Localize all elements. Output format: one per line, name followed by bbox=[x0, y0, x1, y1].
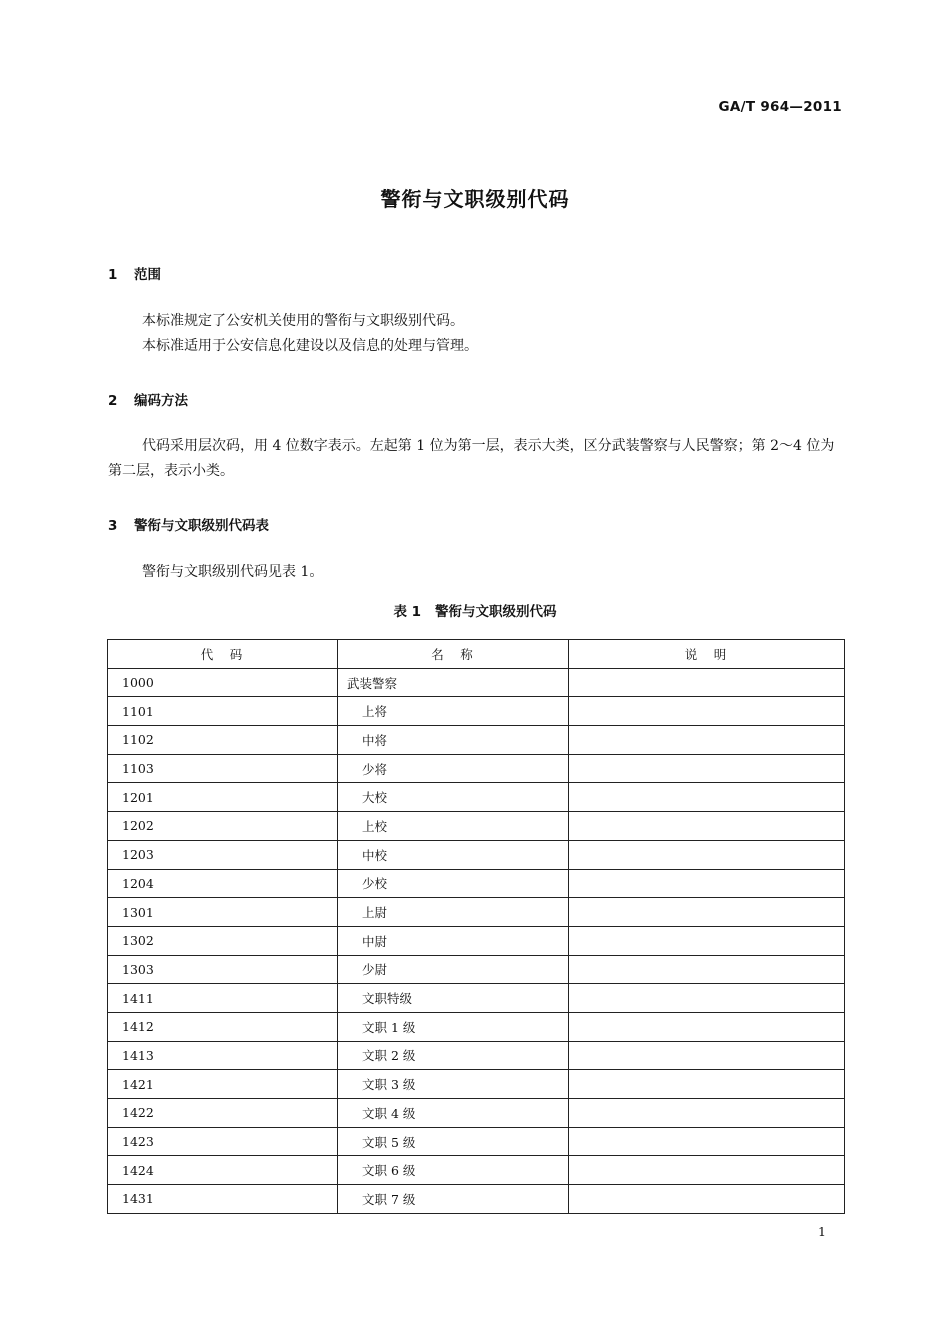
table-caption-title: 警衔与文职级别代码 bbox=[435, 604, 557, 620]
table-row bbox=[108, 783, 845, 812]
code-cell: 1413 bbox=[108, 1041, 338, 1070]
table-row bbox=[108, 1127, 845, 1156]
code-cell: 1422 bbox=[108, 1099, 338, 1128]
code-cell: 1411 bbox=[108, 984, 338, 1013]
section-number: 2 bbox=[108, 393, 118, 409]
code-cell: 1102 bbox=[108, 726, 338, 755]
code-cell: 1301 bbox=[108, 898, 338, 927]
code-cell: 1412 bbox=[108, 1012, 338, 1041]
table-row bbox=[108, 926, 845, 955]
name-cell: 少将 bbox=[338, 754, 569, 783]
note-cell bbox=[569, 812, 845, 841]
section-3-paragraph-1: 警衔与文职级别代码见表 1。 bbox=[142, 564, 324, 580]
note-cell bbox=[569, 1012, 845, 1041]
document-title: 警衔与文职级别代码 bbox=[380, 187, 570, 211]
table-caption-label: 表 1 bbox=[393, 604, 422, 620]
note-cell bbox=[569, 955, 845, 984]
table-row bbox=[108, 984, 845, 1013]
name-cell: 武装警察 bbox=[338, 668, 569, 697]
table-row bbox=[108, 840, 845, 869]
code-cell: 1424 bbox=[108, 1156, 338, 1185]
name-cell: 中校 bbox=[338, 840, 569, 869]
column-header-name: 名 称 bbox=[338, 640, 569, 669]
name-cell: 文职 6 级 bbox=[338, 1156, 569, 1185]
note-cell bbox=[569, 1041, 845, 1070]
code-cell: 1103 bbox=[108, 754, 338, 783]
note-cell bbox=[569, 668, 845, 697]
section-3-heading bbox=[108, 514, 269, 534]
section-1-paragraph-1: 本标准规定了公安机关使用的警衔与文职级别代码。 bbox=[142, 313, 464, 329]
section-2-paragraph-1: 代码采用层次码，用 4 位数字表示。左起第 1 位为第一层，表示大类，区分武装警察与人民警察；第 2～4 位为第二层，表示小类。 bbox=[108, 438, 835, 479]
code-cell: 1101 bbox=[108, 697, 338, 726]
section-title: 编码方法 bbox=[134, 393, 188, 409]
table-row bbox=[108, 1185, 845, 1214]
table-row bbox=[108, 812, 845, 841]
name-cell: 文职特级 bbox=[338, 984, 569, 1013]
section-title: 警衔与文职级别代码表 bbox=[134, 518, 269, 534]
table-row bbox=[108, 1041, 845, 1070]
name-cell: 文职 7 级 bbox=[338, 1185, 569, 1214]
name-cell: 文职 2 级 bbox=[338, 1041, 569, 1070]
table-row bbox=[108, 1012, 845, 1041]
table-row bbox=[108, 697, 845, 726]
section-number: 1 bbox=[108, 267, 118, 283]
code-cell: 1201 bbox=[108, 783, 338, 812]
table-row bbox=[108, 668, 845, 697]
name-cell: 文职 4 级 bbox=[338, 1099, 569, 1128]
note-cell bbox=[569, 1127, 845, 1156]
name-cell: 文职 5 级 bbox=[338, 1127, 569, 1156]
note-cell bbox=[569, 754, 845, 783]
page-number: 1 bbox=[818, 1224, 826, 1239]
name-cell: 大校 bbox=[338, 783, 569, 812]
table-row bbox=[108, 898, 845, 927]
note-cell bbox=[569, 783, 845, 812]
name-cell: 上校 bbox=[338, 812, 569, 841]
code-cell: 1423 bbox=[108, 1127, 338, 1156]
note-cell bbox=[569, 840, 845, 869]
name-cell: 少校 bbox=[338, 869, 569, 898]
section-title: 范围 bbox=[134, 267, 161, 283]
note-cell bbox=[569, 1185, 845, 1214]
table-row bbox=[108, 955, 845, 984]
standard-code: GA/T 964—2011 bbox=[718, 99, 842, 115]
note-cell bbox=[569, 1070, 845, 1099]
code-cell: 1204 bbox=[108, 869, 338, 898]
code-cell: 1431 bbox=[108, 1185, 338, 1214]
table-body bbox=[108, 668, 845, 1213]
note-cell bbox=[569, 726, 845, 755]
code-cell: 1302 bbox=[108, 926, 338, 955]
column-header-code: 代 码 bbox=[108, 640, 338, 669]
section-1-heading bbox=[108, 263, 161, 283]
note-cell bbox=[569, 984, 845, 1013]
table-row bbox=[108, 1070, 845, 1099]
note-cell bbox=[569, 926, 845, 955]
code-cell: 1202 bbox=[108, 812, 338, 841]
name-cell: 文职 3 级 bbox=[338, 1070, 569, 1099]
table-row bbox=[108, 1099, 845, 1128]
name-cell: 中尉 bbox=[338, 926, 569, 955]
note-cell bbox=[569, 697, 845, 726]
note-cell bbox=[569, 1099, 845, 1128]
name-cell: 文职 1 级 bbox=[338, 1012, 569, 1041]
code-cell: 1421 bbox=[108, 1070, 338, 1099]
note-cell bbox=[569, 869, 845, 898]
table-row bbox=[108, 726, 845, 755]
name-cell: 上尉 bbox=[338, 898, 569, 927]
table-row bbox=[108, 1156, 845, 1185]
table-row bbox=[108, 869, 845, 898]
code-cell: 1303 bbox=[108, 955, 338, 984]
code-cell: 1000 bbox=[108, 668, 338, 697]
code-table bbox=[107, 639, 845, 1214]
name-cell: 上将 bbox=[338, 697, 569, 726]
column-header-note: 说 明 bbox=[569, 640, 845, 669]
name-cell: 中将 bbox=[338, 726, 569, 755]
table-row bbox=[108, 754, 845, 783]
note-cell bbox=[569, 898, 845, 927]
section-number: 3 bbox=[108, 518, 118, 534]
note-cell bbox=[569, 1156, 845, 1185]
name-cell: 少尉 bbox=[338, 955, 569, 984]
section-1-paragraph-2: 本标准适用于公安信息化建设以及信息的处理与管理。 bbox=[142, 338, 478, 354]
code-cell: 1203 bbox=[108, 840, 338, 869]
table-caption bbox=[0, 600, 950, 620]
section-2-heading bbox=[108, 389, 188, 409]
table-header-row bbox=[108, 640, 845, 669]
